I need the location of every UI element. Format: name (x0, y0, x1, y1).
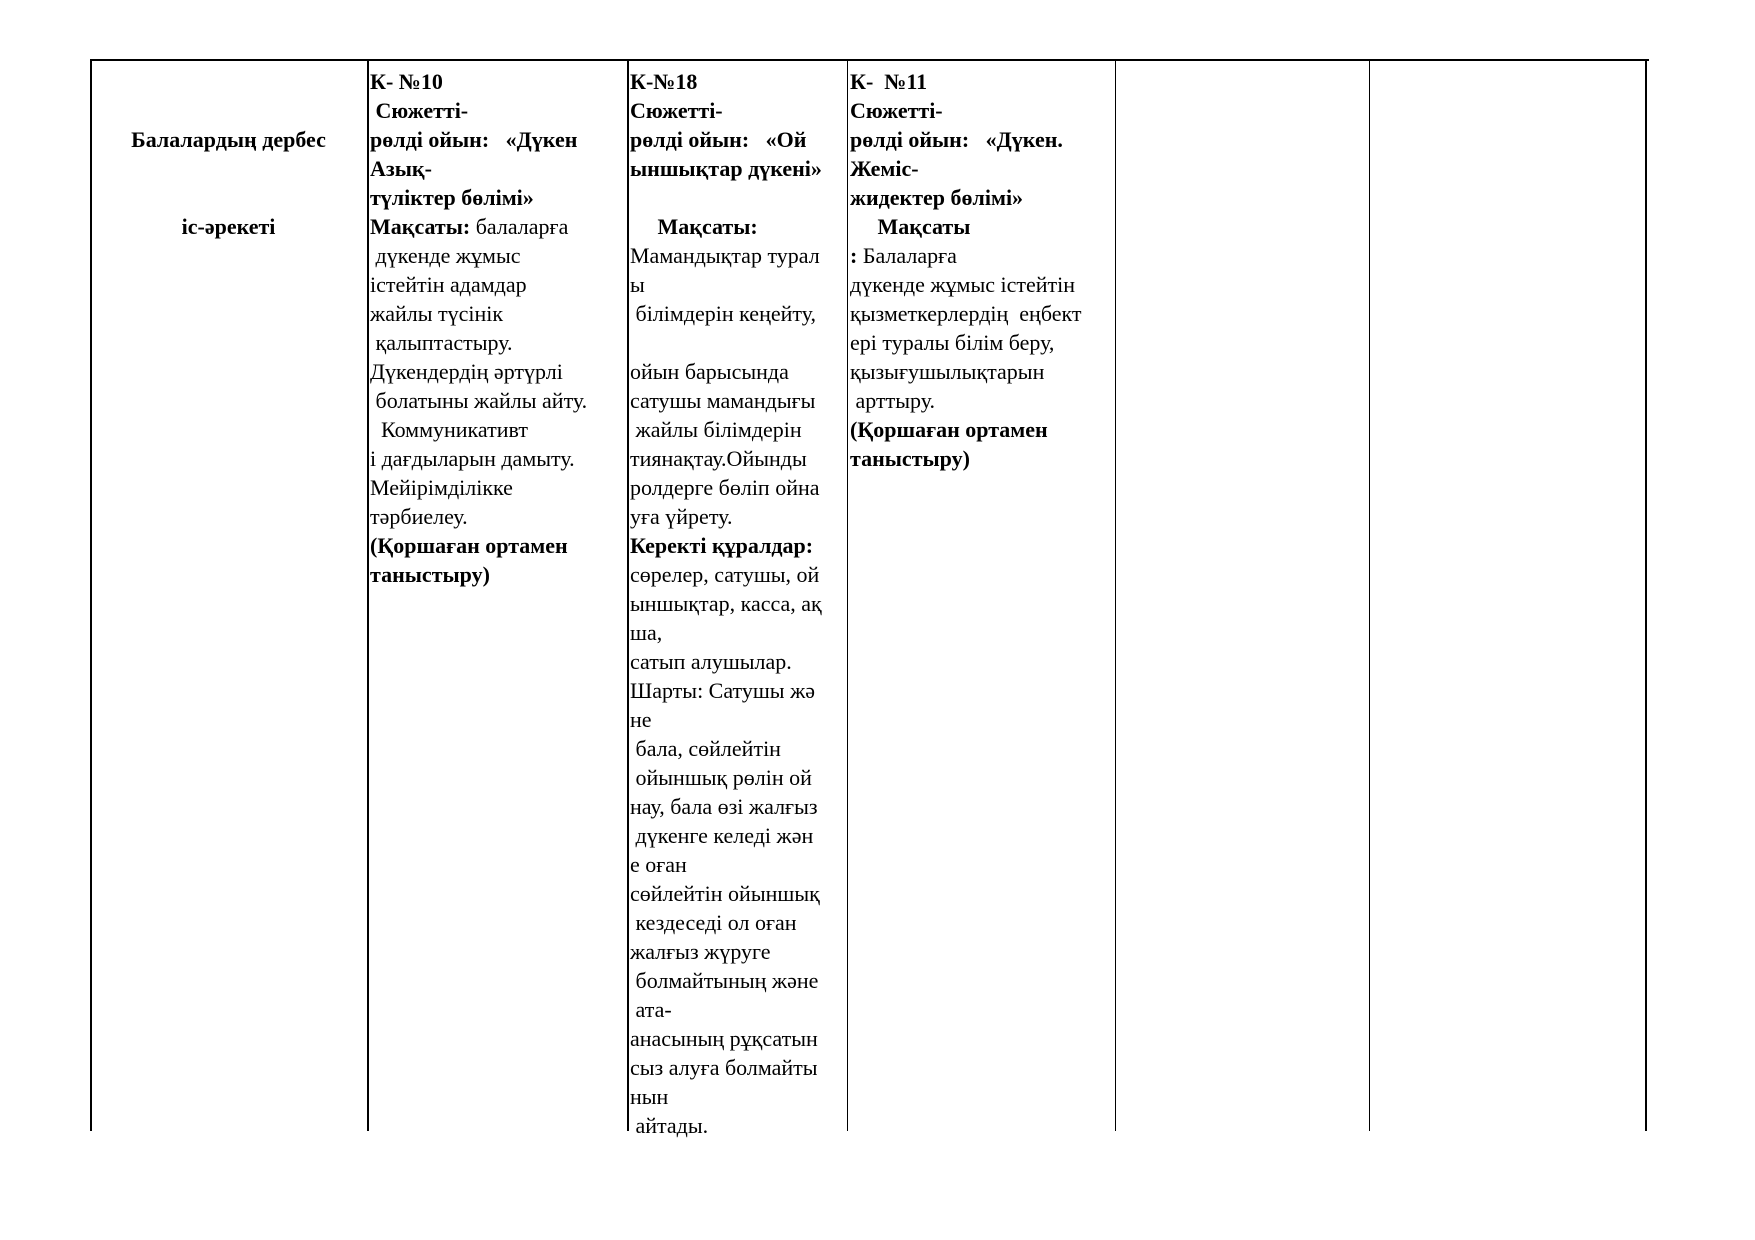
cell-text: істейтін адамдар (370, 272, 527, 297)
cell-text-line (850, 444, 1114, 473)
cell-text: нау, бала өзі жалғыз (630, 794, 818, 819)
cell-text: Азық- (370, 156, 432, 181)
cell-text: Сюжетті- (850, 98, 943, 123)
cell-text: ойын барысында (630, 359, 789, 384)
cell-text: сатып алушылар. (630, 649, 792, 674)
row-header-cell (90, 67, 367, 299)
cell-text-line (630, 1082, 846, 1111)
cell-text-line (370, 560, 626, 589)
cell-text: Мақсаты: (370, 214, 471, 239)
cell-text: балаларға (470, 214, 569, 239)
cell-text-line (630, 473, 846, 502)
cell-text-line (370, 241, 626, 270)
cell-text-line (850, 212, 1114, 241)
cell-text: ері туралы білім беру, (850, 330, 1055, 355)
cell-text-line (370, 386, 626, 415)
cell-text-line (630, 1111, 846, 1140)
cell-text: болмайтының және (630, 968, 819, 993)
cell-text: Мейірімділікке (370, 475, 513, 500)
cell-text: Сюжетті- (630, 98, 723, 123)
row-header-line: Балалардың дербес (131, 127, 326, 152)
cell-text: не (630, 707, 652, 732)
cell-text: жалғыз жүруге (630, 939, 771, 964)
cell-text-line (630, 937, 846, 966)
cell-text: Мамандықтар турал (630, 243, 820, 268)
cell-text: е оған (630, 852, 687, 877)
cell-text-line (370, 96, 626, 125)
cell-text-line (630, 531, 846, 560)
cell-text-line (370, 357, 626, 386)
cell-text: түліктер бөлімі» (370, 185, 534, 210)
cell-text-line (630, 299, 846, 328)
cell-text: анасының рұқсатын (630, 1026, 818, 1051)
cell-text-line (630, 183, 846, 212)
cell-text: сөйлейтін ойыншық (630, 881, 820, 906)
cell-text-line (630, 995, 846, 1024)
cell-text: таныстыру) (850, 446, 970, 471)
cell-text-line (370, 415, 626, 444)
cell-text-line (630, 328, 846, 357)
cell-text-line (370, 531, 626, 560)
cell-text-line (630, 444, 846, 473)
cell-text-line (850, 67, 1114, 96)
table-border-right (1645, 61, 1647, 1131)
cell-text: сөрелер, сатушы, ой (630, 562, 820, 587)
cell-text: К- №10 (370, 69, 443, 94)
cell-text: жидектер бөлімі» (850, 185, 1024, 210)
cell-text: (Қоршаған ортамен (850, 417, 1048, 442)
column-divider (847, 61, 848, 1131)
cell-text-line (370, 444, 626, 473)
cell-text: (Қоршаған ортамен (370, 533, 568, 558)
activity-plan-table (90, 59, 1649, 1138)
column-divider (1115, 61, 1116, 1131)
column-divider (1369, 61, 1370, 1131)
cell-text-line (630, 966, 846, 995)
cell-text: сыз алуға болмайты (630, 1055, 818, 1080)
cell-text: : (850, 243, 858, 268)
cell-text-line (630, 821, 846, 850)
cell-text: қалыптастыру. (370, 330, 513, 355)
cell-text: қызығушылықтарын (850, 359, 1045, 384)
cell-text: Коммуникативт (370, 417, 528, 442)
cell-text: таныстыру) (370, 562, 490, 587)
cell-text: ойыншық рөлін ой (630, 765, 812, 790)
cell-text-line (630, 241, 846, 270)
cell-text: ата- (630, 997, 672, 1022)
cell-text-line (850, 154, 1114, 183)
cell-text-line (850, 270, 1114, 299)
cell-text: кездеседі ол оған (630, 910, 797, 935)
cell-text: нын (630, 1084, 669, 1109)
column-divider (367, 61, 369, 1131)
cell-text: і дағдыларын дамыту. (370, 446, 575, 471)
cell-text: Шарты: Сатушы жә (630, 678, 816, 703)
cell-text-line (630, 357, 846, 386)
cell-text-line (630, 212, 846, 241)
cell-text-line (630, 792, 846, 821)
cell-text: дүкенге келеді жән (630, 823, 814, 848)
cell-text-line (370, 212, 626, 241)
cell-text: Балаларға (857, 243, 957, 268)
cell-text: ролдерге бөліп ойна (630, 475, 820, 500)
day-cell-1 (370, 67, 626, 589)
cell-text-line (630, 270, 846, 299)
cell-text: Мақсаты (850, 214, 971, 239)
cell-text-line (630, 502, 846, 531)
column-divider (627, 61, 629, 1131)
cell-text-line (370, 270, 626, 299)
cell-text: Дүкендердің әртүрлі (370, 359, 563, 384)
cell-text-line (850, 125, 1114, 154)
cell-text-line (370, 154, 626, 183)
cell-text: қызметкерлердің еңбект (850, 301, 1082, 326)
cell-text-line (630, 1024, 846, 1053)
cell-text: К- №11 (850, 69, 928, 94)
cell-text-line (630, 908, 846, 937)
cell-text-line (370, 328, 626, 357)
cell-text-line (630, 154, 846, 183)
cell-text-line (370, 67, 626, 96)
cell-text: жайлы білімдерін (630, 417, 802, 442)
cell-text-line (630, 850, 846, 879)
cell-text-line (630, 763, 846, 792)
cell-text: ыншықтар, касса, ақ (630, 591, 822, 616)
cell-text-line (630, 67, 846, 96)
cell-text: дүкенде жұмыс (370, 243, 521, 268)
cell-text: Керекті құралдар: (630, 533, 814, 558)
cell-text-line (850, 299, 1114, 328)
cell-text: айтады. (630, 1113, 709, 1138)
cell-text-line (850, 386, 1114, 415)
cell-text-line (370, 125, 626, 154)
cell-text-line (370, 299, 626, 328)
cell-text-line (630, 618, 846, 647)
cell-text: арттыру. (850, 388, 935, 413)
cell-text-line (630, 1053, 846, 1082)
cell-text-line (630, 560, 846, 589)
row-header-line: іс-әрекеті (181, 214, 276, 239)
cell-text-line (630, 879, 846, 908)
cell-text: тәрбиелеу. (370, 504, 468, 529)
cell-text: К-№18 (630, 69, 698, 94)
cell-text-line (850, 96, 1114, 125)
cell-text-line (850, 415, 1114, 444)
cell-text: тиянақтау.Ойынды (630, 446, 807, 471)
cell-text: дүкенде жұмыс істейтін (850, 272, 1076, 297)
cell-text: ша, (630, 620, 663, 645)
cell-text: сатушы мамандығы (630, 388, 816, 413)
cell-text: рөлді ойын: «Дүкен. (850, 127, 1063, 152)
cell-text: рөлді ойын: «Дүкен (370, 127, 578, 152)
cell-text-line (850, 183, 1114, 212)
cell-text-line (630, 386, 846, 415)
cell-text-line (850, 328, 1114, 357)
cell-text: ыншықтар дүкені» (630, 156, 822, 181)
cell-text-line (630, 125, 846, 154)
cell-text-line (370, 183, 626, 212)
cell-text-line (630, 647, 846, 676)
cell-text: жайлы түсінік (370, 301, 504, 326)
cell-text-line (630, 415, 846, 444)
cell-text: білімдерін кеңейту, (630, 301, 817, 326)
day-cell-2 (630, 67, 846, 1140)
cell-text-line (850, 241, 1114, 270)
cell-text: ы (630, 272, 645, 297)
cell-text-line (630, 734, 846, 763)
day-cell-3 (850, 67, 1114, 473)
cell-text-line (630, 676, 846, 705)
cell-text: Сюжетті- (370, 98, 469, 123)
cell-text: Жеміс- (850, 156, 919, 181)
cell-text: рөлді ойын: «Ой (630, 127, 807, 152)
cell-text-line (370, 502, 626, 531)
cell-text-line (370, 473, 626, 502)
cell-text-line (630, 589, 846, 618)
cell-text: болатыны жайлы айту. (370, 388, 588, 413)
cell-text-line (850, 357, 1114, 386)
cell-text-line (630, 96, 846, 125)
cell-text-line (630, 705, 846, 734)
cell-text: Мақсаты: (630, 214, 758, 239)
cell-text: уға үйрету. (630, 504, 733, 529)
cell-text: бала, сөйлейтін (630, 736, 781, 761)
